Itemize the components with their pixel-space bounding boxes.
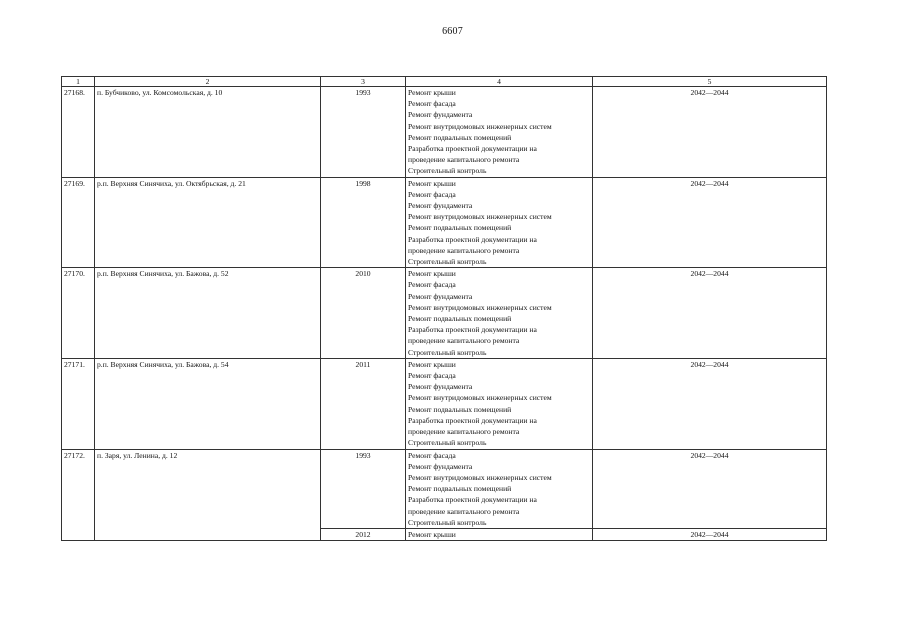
period-cell: 2042—2044 [593,268,827,359]
address-cell: р.п. Верхняя Синячиха, ул. Бажова, д. 54 [95,358,321,449]
row-number: 27171. [62,358,95,449]
work-item: проведение капитального ремонта [408,506,520,516]
work-item: Ремонт фасада [408,189,456,199]
address-cell: п. Заря, ул. Ленина, д. 12 [95,449,321,541]
work-item: Ремонт фундамента [408,201,473,211]
page-number: 6607 [442,26,463,37]
work-item: Ремонт фундамента [408,110,473,120]
work-item: Разработка проектной документации на [408,234,537,244]
work-item: Разработка проектной документации на [408,495,537,505]
year-cell: 2010 [321,268,406,359]
work-item: Ремонт крыши [408,178,456,188]
work-item: Ремонт внутридомовых инженерных систем [408,302,552,312]
work-item: Ремонт подвальных помещений [408,314,512,324]
column-number: 4 [406,77,593,87]
work-item: Разработка проектной документации на [408,325,537,335]
work-item: Ремонт внутридомовых инженерных систем [408,121,552,131]
row-number: 27168. [62,87,95,178]
works-cell [406,449,593,528]
work-item: Ремонт подвальных помещений [408,223,512,233]
table-row [62,87,827,178]
year-cell: 1993 [321,87,406,178]
period-cell: 2042—2044 [593,449,827,528]
works-cell [406,528,593,540]
works-cell [406,177,593,268]
work-item: Строительный контроль [408,438,487,448]
period-cell: 2042—2044 [593,358,827,449]
year-cell: 2011 [321,358,406,449]
work-item: Ремонт фундамента [408,461,473,471]
row-number: 27169. [62,177,95,268]
work-item: Строительный контроль [408,347,487,357]
work-item: Ремонт фундамента [408,382,473,392]
table-row [62,358,827,449]
address-cell: р.п. Верхняя Синячиха, ул. Бажова, д. 52 [95,268,321,359]
work-item: проведение капитального ремонта [408,155,520,165]
work-item: Ремонт крыши [408,529,456,539]
year-cell: 1998 [321,177,406,268]
work-item: Строительный контроль [408,257,487,267]
column-number: 1 [62,77,95,87]
work-item: Ремонт внутридомовых инженерных систем [408,393,552,403]
works-cell [406,268,593,359]
work-item: Ремонт крыши [408,359,456,369]
table-row [62,268,827,359]
work-item: проведение капитального ремонта [408,245,520,255]
year-cell: 1993 [321,449,406,528]
works-cell [406,358,593,449]
period-cell: 2042—2044 [593,87,827,178]
work-item: Ремонт внутридомовых инженерных систем [408,212,552,222]
table-row [62,177,827,268]
work-item: Ремонт крыши [408,88,456,97]
work-item: Разработка проектной документации на [408,144,537,154]
work-item: Разработка проектной документации на [408,415,537,425]
column-number-row [62,77,827,87]
work-item: Строительный контроль [408,166,487,176]
period-cell: 2042—2044 [593,528,827,540]
repair-schedule-table [61,76,827,541]
address-cell: п. Бубчиково, ул. Комсомольская, д. 10 [95,87,321,178]
column-number: 3 [321,77,406,87]
work-item: Строительный контроль [408,517,487,527]
table-row [62,449,827,528]
work-item: проведение капитального ремонта [408,336,520,346]
table-body [62,77,827,541]
address-cell: р.п. Верхняя Синячиха, ул. Октябрьская, д. 21 [95,177,321,268]
work-item: проведение капитального ремонта [408,427,520,437]
work-item: Ремонт крыши [408,269,456,279]
work-item: Ремонт внутридомовых инженерных систем [408,472,552,482]
row-number: 27170. [62,268,95,359]
work-item: Ремонт подвальных помещений [408,132,512,142]
work-item: Ремонт фасада [408,450,456,460]
column-number: 2 [95,77,321,87]
year-cell: 2012 [321,528,406,540]
row-number: 27172. [62,449,95,541]
works-cell [406,87,593,178]
period-cell: 2042—2044 [593,177,827,268]
column-number: 5 [593,77,827,87]
work-item: Ремонт фундамента [408,291,473,301]
work-item: Ремонт фасада [408,99,456,109]
work-item: Ремонт фасада [408,371,456,381]
work-item: Ремонт подвальных помещений [408,484,512,494]
work-item: Ремонт фасада [408,280,456,290]
work-item: Ремонт подвальных помещений [408,404,512,414]
